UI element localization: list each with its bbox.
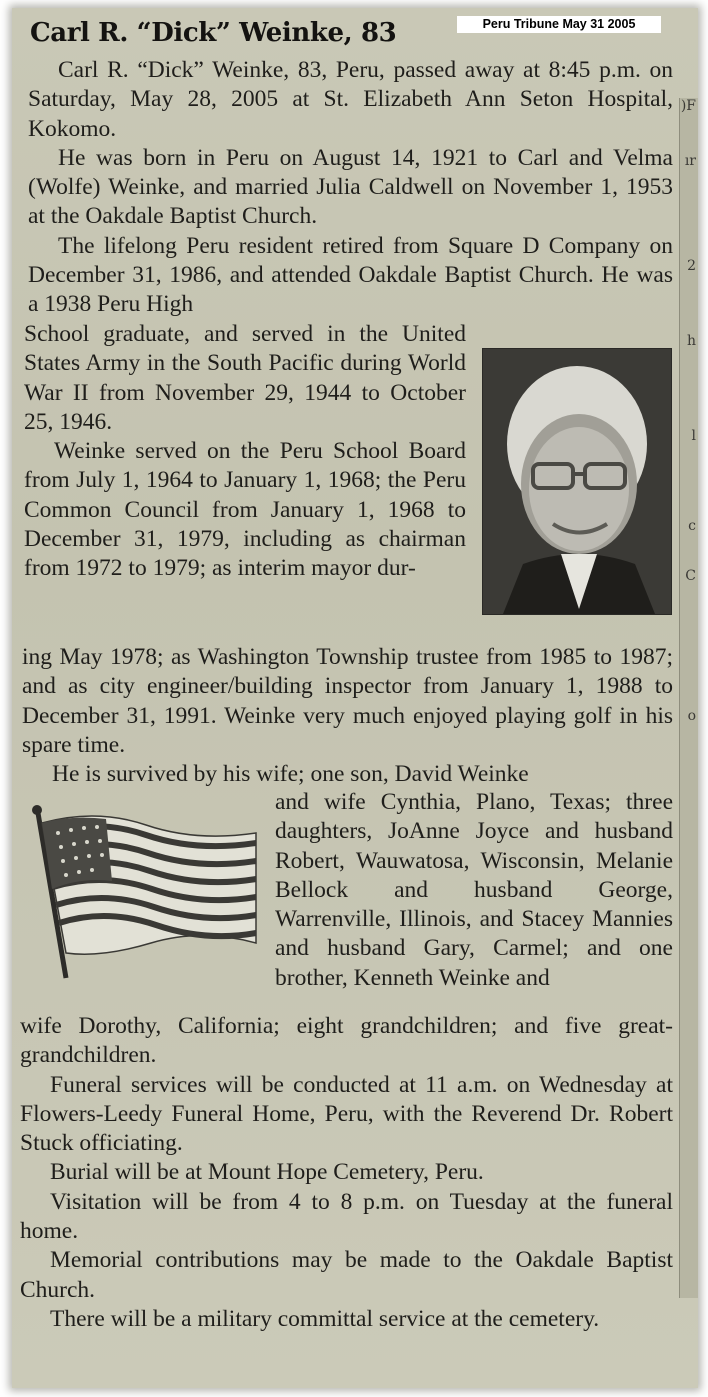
paragraph-survivors: and wife Cynthia, Plano, Texas; three daughters, JoAnne Joyce and husband Robert, Wauwatosa, Wisconsin, Melanie Bellock and husband George, Warrenville, Illinois, and Stacey Mannies and husband Gary, Carmel; and one brother, Kenneth Weinke and [275, 789, 673, 991]
article-middle-block [22, 643, 673, 789]
paragraph-public-service: Weinke served on the Peru School Board from July 1, 1964 to January 1, 1968; the Peru Common Council from January 1, 1968 to December 31, 1979, including as chairman from 1972 to 1979; as interim mayor dur- [24, 438, 466, 582]
adjacent-column-edge [679, 98, 698, 1298]
edge-glyph: h [686, 333, 696, 349]
article-bottom-block [20, 1012, 673, 1334]
paragraph-survivors-start: He is survived by his wife; one son, David Weinke [52, 761, 529, 788]
edge-glyph: C [685, 568, 696, 584]
paragraph-military: School graduate, and served in the United States Army in the South Pacific during World War II from November 29, 1944 to October 25, 1946. [24, 321, 466, 435]
portrait-image [483, 349, 671, 614]
paragraph-visitation: Visitation will be from 4 to 8 p.m. on Tuesday at the funeral home. [20, 1188, 673, 1245]
article-flag-column [275, 788, 673, 993]
paragraph-survivors-cont: wife Dorothy, California; eight grandchildren; and five great-grandchildren. [20, 1013, 673, 1069]
edge-glyph: c [688, 518, 696, 534]
paragraph-memorial: Memorial contributions may be made to the Oakdale Baptist Church. [20, 1247, 673, 1303]
american-flag-icon [26, 803, 262, 983]
edge-glyph: 2 [687, 258, 696, 274]
paragraph-public-service-cont: ing May 1978; as Washington Township trustee from 1985 to 1987; and as city engineer/building inspector from January 1, 1988 to December 31, 1991. Weinke very much enjoyed playing golf in his spare time. [22, 644, 673, 758]
article-photo-column [24, 320, 466, 584]
edge-glyph: l [691, 428, 696, 444]
paragraph-death-notice: Carl R. “Dick” Weinke, 83, Peru, passed away at 8:45 p.m. on Saturday, May 28, 2005 at St. Elizabeth Ann Seton Hospital, Kokomo. [28, 57, 673, 142]
article-top-block [28, 56, 673, 320]
source-tag: Peru Tribune May 31 2005 [457, 16, 661, 33]
newspaper-clipping [12, 8, 698, 1388]
paragraph-military-service: There will be a military committal service at the cemetery. [50, 1305, 600, 1332]
edge-glyph: ır [684, 153, 696, 169]
portrait-photo [482, 348, 672, 615]
edge-glyph: )F [680, 98, 696, 114]
paragraph-burial: Burial will be at Mount Hope Cemetery, Peru. [50, 1159, 484, 1186]
headline: Carl R. “Dick” Weinke, 83 [30, 18, 397, 48]
paragraph-career-start: The lifelong Peru resident retired from Square D Company on December 31, 1986, and attended Oakdale Baptist Church. He was a 1938 Peru High [28, 232, 673, 318]
edge-glyph: o [687, 708, 696, 724]
paragraph-funeral: Funeral services will be conducted at 11 a.m. on Wednesday at Flowers-Leedy Funeral Home, Peru, with the Reverend Dr. Robert Stuck officiating. [20, 1071, 673, 1157]
paragraph-birth: He was born in Peru on August 14, 1921 to Carl and Velma (Wolfe) Weinke, and married Julia Caldwell on November 1, 1953 at the Oakdale Baptist Church. [28, 144, 673, 230]
